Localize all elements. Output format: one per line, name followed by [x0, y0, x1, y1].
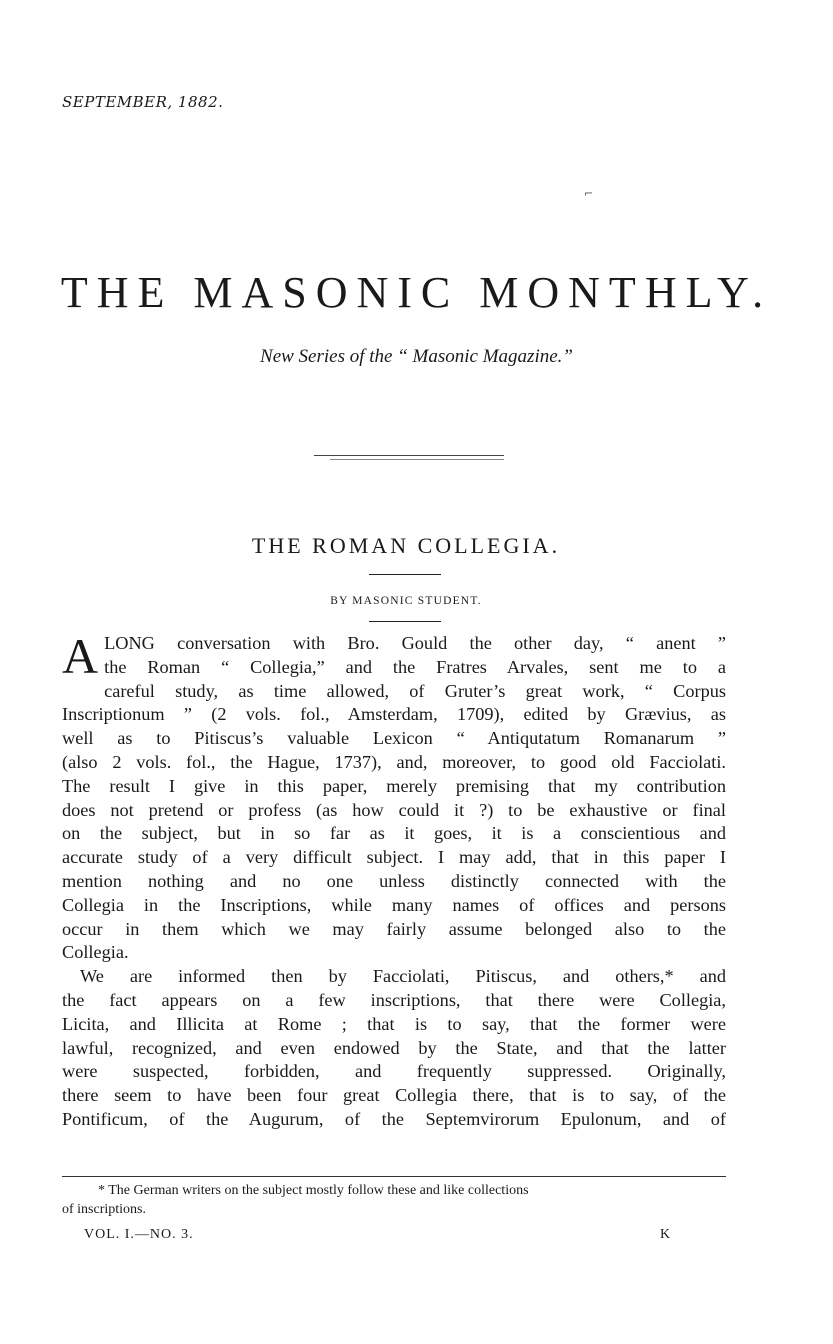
ornamental-rule [314, 455, 504, 456]
body-line: the fact appears on a few inscriptions, that there were Collegia, [62, 989, 726, 1010]
signature-mark: K [660, 1227, 671, 1242]
article-title: THE ROMAN COLLEGIA. [251, 533, 561, 558]
body-line: Collegia. [62, 942, 129, 963]
footnote-rule [62, 1176, 726, 1177]
body-line: careful study, as time allowed, of Gruter’s great work, “ Corpus [104, 680, 726, 701]
body-line: Inscriptionum ” (2 vols. fol., Amsterdam, 1709), edited by Grævius, as [62, 704, 726, 725]
drop-cap: A [62, 628, 99, 684]
footnote-line: * The German writers on the subject mostly follow these and like collections [98, 1183, 529, 1198]
body-line: there seem to have been four great Collegia there, that is to say, of the [62, 1085, 726, 1106]
issue-date: SEPTEMBER, 1882. [62, 93, 224, 111]
body-line: accurate study of a very difficult subject. I may add, that in this paper I [62, 847, 726, 868]
printer-mark: ⌐ [584, 187, 594, 200]
magazine-subtitle: New Series of the “ Masonic Magazine.” [260, 346, 573, 367]
article-byline: BY MASONIC STUDENT. [330, 595, 482, 607]
body-line: Pontificum, of the Augurum, of the Septemvirorum Epulonum, and of [62, 1108, 726, 1129]
body-line: Licita, and Illicita at Rome ; that is to say, that the former were [62, 1013, 726, 1034]
body-line: We are informed then by Facciolati, Pitiscus, and others,* and [80, 966, 726, 987]
body-line: the Roman “ Collegia,” and the Fratres Arvales, sent me to a [104, 656, 726, 677]
body-line: The result I give in this paper, merely premising that my contribution [62, 775, 726, 796]
article-body [62, 628, 726, 1132]
footnote-line: of inscriptions. [62, 1202, 146, 1217]
body-line: LONG conversation with Bro. Gould the other day, “ anent ” [104, 633, 726, 653]
footnote [62, 1181, 726, 1219]
body-line: mention nothing and no one unless distinctly connected with the [62, 870, 726, 891]
body-line: does not pretend or profess (as how could it ?) to be exhaustive or final [62, 799, 726, 820]
ornamental-rule-lower [330, 459, 504, 460]
body-line: Collegia in the Inscriptions, while many names of offices and persons [62, 894, 726, 915]
body-line: on the subject, but in so far as it goes, it is a conscientious and [62, 823, 726, 844]
body-line: (also 2 vols. fol., the Hague, 1737), and, moreover, to good old Facciolati. [62, 751, 726, 772]
volume-number: VOL. I.—NO. 3. [84, 1227, 194, 1242]
magazine-title: THE MASONIC MONTHLY. [60, 268, 773, 317]
body-line: were suspected, forbidden, and frequently suppressed. Originally, [62, 1061, 726, 1082]
body-line: well as to Pitiscus’s valuable Lexicon “ Antiqutatum Romanarum ” [62, 728, 726, 749]
title-rule [369, 574, 441, 575]
body-line: occur in them which we may fairly assume belonged also to the [62, 918, 726, 939]
byline-rule [369, 621, 441, 622]
body-line: lawful, recognized, and even endowed by the State, and that the latter [62, 1037, 726, 1058]
